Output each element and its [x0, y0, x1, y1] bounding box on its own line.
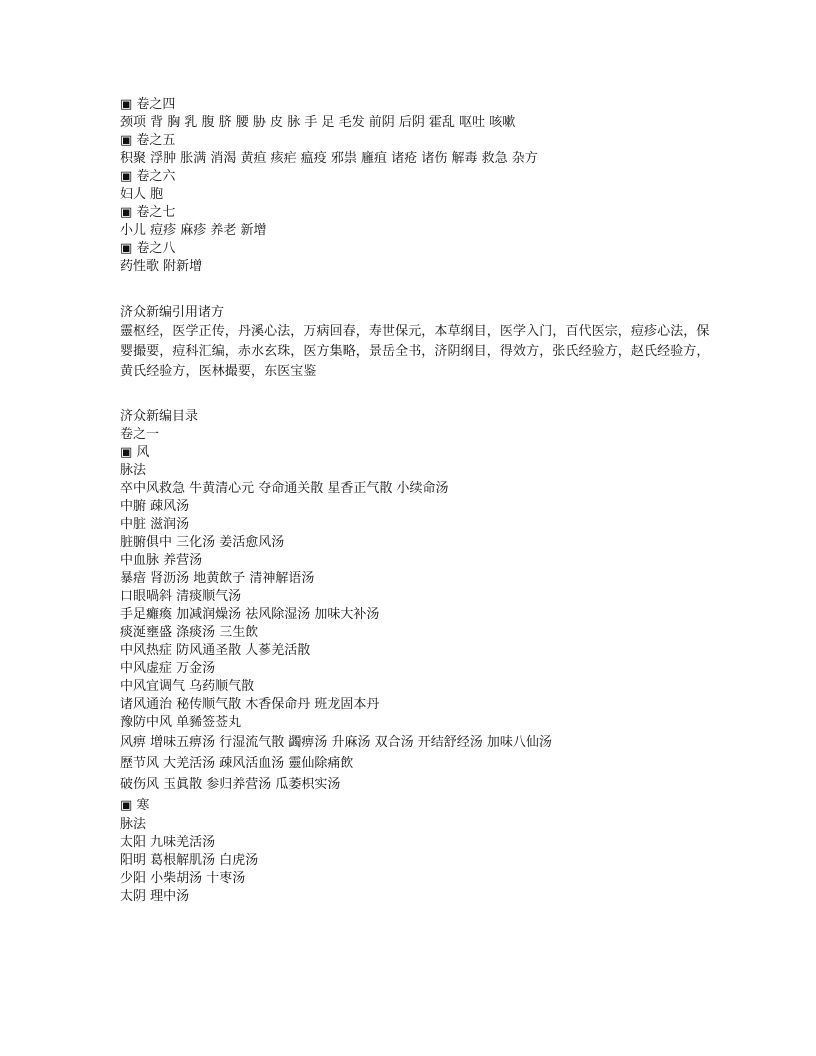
volume-entries: 积聚 浮肿 胀满 消渴 黄疸 痎疟 瘟疫 邪祟 廱疽 诸疮 诸伤 解毒 救急 杂方: [120, 151, 538, 166]
spacer: [120, 276, 710, 294]
contents-line: 中风虚症 万金汤: [120, 661, 216, 676]
volume-heading: ▣ 卷之四: [120, 97, 176, 112]
contents-line: 脉法: [120, 817, 147, 832]
spacer: [120, 382, 710, 400]
contents-line: 破伤风 玉眞散 参归养营汤 瓜萎枳实汤: [120, 777, 341, 792]
volume-entries: 颈项 背 胸 乳 腹 脐 腰 胁 皮 脉 手 足 毛发 前阴 后阴 霍乱 呕吐 咳嗽: [120, 115, 516, 130]
contents-line: 太阳 九味羌活汤: [120, 835, 216, 850]
section-heading-cold: ▣ 寒: [120, 798, 150, 813]
contents-line: 中风热症 防风通圣散 人蔘羌活散: [120, 643, 311, 658]
volume-heading: ▣ 卷之八: [120, 241, 176, 256]
contents-line: 中风宜调气 乌药顺气散: [120, 679, 255, 694]
volume-entries: 小儿 痘疹 麻疹 养老 新增: [120, 223, 267, 238]
contents-line: 痰涎壅盛 涤痰汤 三生飲: [120, 625, 259, 640]
contents-line: 太阴 理中汤: [120, 889, 190, 904]
volume-entries: 妇人 胞: [120, 187, 164, 202]
contents-line: 风痹 增味五痹汤 行湿流气散 蠲痹汤 升麻汤 双合汤 开结舒经汤 加味八仙汤: [120, 735, 552, 750]
section-heading-wind: ▣ 风: [120, 445, 150, 460]
contents-line: 阳明 葛根解肌汤 白虎汤: [120, 853, 259, 868]
volume-heading: ▣ 卷之五: [120, 133, 176, 148]
contents-line: 诸风通治 秘传顺气散 木香保命丹 班龙固本丹: [120, 697, 380, 712]
references-text: 靈枢经，医学正传，丹溪心法，万病回春，寿世保元，本草纲目，医学入门，百代医宗，痘疹心法，保婴撮要，痘科汇编，赤水玄珠，医方集略，景岳全书，济阴纲目，得效方，张氏经验方，赵氏经验方，黄氏经验方，医林撮要，东医宝鉴: [120, 324, 710, 379]
contents-line: 中腑 疎风汤: [120, 499, 190, 514]
contents-volume: 卷之一: [120, 427, 160, 442]
spacer: [120, 294, 710, 304]
volume-entries: 药性歌 附新增: [120, 259, 203, 274]
contents-title: 济众新编目录: [120, 409, 199, 424]
spacer: [120, 400, 710, 408]
contents-line: 卒中风救急 牛黄清心元 夺命通关散 星香正气散 小续命汤: [120, 481, 449, 496]
contents-line: 手足癱瘓 加减润燥汤 祛风除湿汤 加味大补汤: [120, 607, 380, 622]
document-page: [120, 96, 710, 906]
contents-line: 中脏 滋润汤: [120, 517, 190, 532]
contents-line: 脏腑俱中 三化汤 姜活愈风汤: [120, 535, 285, 550]
volume-heading: ▣ 卷之七: [120, 205, 176, 220]
references-title: 济众新编引用诸方: [120, 305, 225, 320]
contents-line: 脉法: [120, 463, 147, 478]
contents-line: 中血脉 养营汤: [120, 553, 203, 568]
contents-line: 口眼喎斜 清痰顺气汤: [120, 589, 242, 604]
contents-line: 歷节风 大羌活汤 疎风活血汤 靈仙除痛飲: [120, 756, 354, 771]
contents-line: 暴瘖 肾沥汤 地黄飲子 清神解语汤: [120, 571, 315, 586]
contents-line: 少阳 小柴胡汤 十枣汤: [120, 871, 246, 886]
contents-line: 豫防中风 单豨签莶丸: [120, 715, 242, 730]
volume-heading: ▣ 卷之六: [120, 169, 176, 184]
